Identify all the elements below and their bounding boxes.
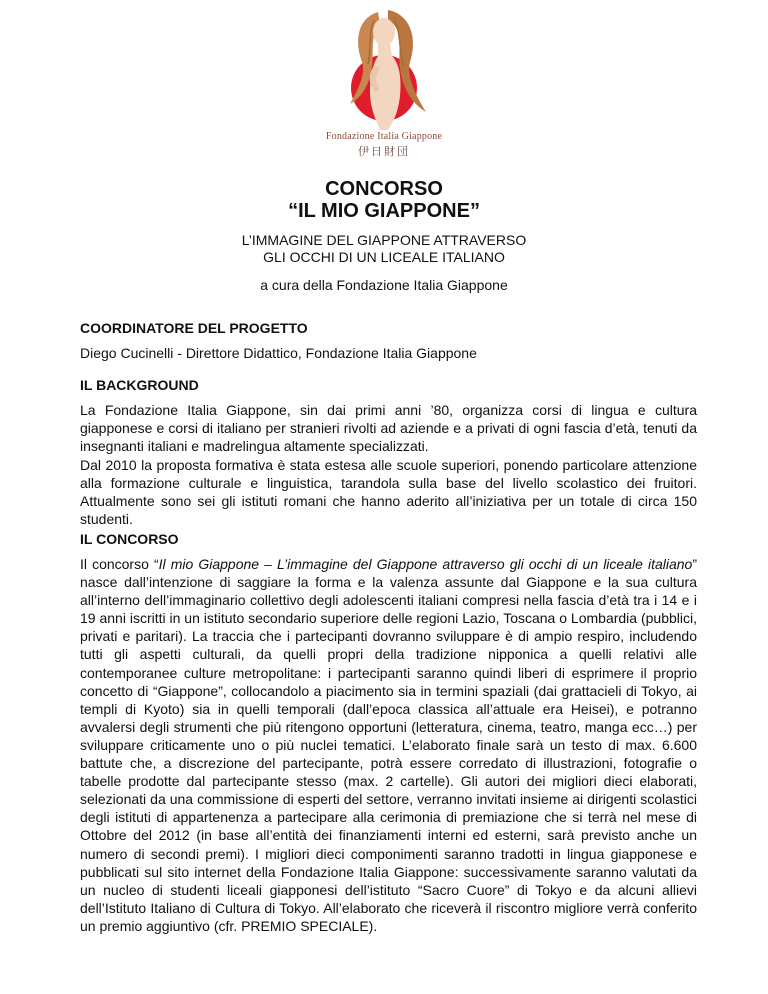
foundation-kanji: 伊日財団 xyxy=(358,145,410,158)
heading-concorso: IL CONCORSO xyxy=(80,531,179,547)
concorso-paragraph xyxy=(80,555,697,935)
concorso-title-italic: Il mio Giappone – L’immagine del Giappone attraverso gli occhi di un liceale italiano xyxy=(158,556,693,572)
foundation-name: Fondazione Italia Giappone xyxy=(325,131,443,142)
title-line-2: “IL MIO GIAPPONE” xyxy=(288,200,480,222)
subtitle-line-2: GLI OCCHI DI UN LICEALE ITALIANO xyxy=(263,249,505,265)
concorso-intro: Il concorso “ xyxy=(80,556,159,572)
curated-by: a cura della Fondazione Italia Giappone xyxy=(260,277,508,293)
heading-background: IL BACKGROUND xyxy=(80,377,199,393)
subtitle-line-1: L’IMMAGINE DEL GIAPPONE ATTRAVERSO xyxy=(241,232,527,248)
venus-red-sun-logo-icon xyxy=(318,4,450,134)
background-paragraph-2: Dal 2010 la proposta formativa è stata estesa alle scuole superiori, ponendo particolare attenzione alla formazione culturale e linguistica, tarandola sulla base del livello scolastico dei fruitori. Attualmente sono sei gli istituti romani che hanno aderito all’iniziativa per un totale di circa 150 studenti. xyxy=(80,457,697,528)
coordinatore-text: Diego Cucinelli - Direttore Didattico, Fondazione Italia Giappone xyxy=(80,345,477,361)
background-paragraph-1: La Fondazione Italia Giappone, sin dai primi anni ’80, organizza corsi di lingua e cultura giapponese e corsi di italiano per stranieri rivolti ad aziende e a privati di ogni fascia d’età, tenuti da insegnanti italiani e madrelingua altamente specializzati. xyxy=(80,402,697,455)
heading-coordinatore: COORDINATORE DEL PROGETTO xyxy=(80,320,308,336)
title-line-1: CONCORSO xyxy=(325,178,443,200)
concorso-body: ” nasce dall’intenzione di saggiare la forma e la valenza assunte dal Giappone e la sua cultura all’interno dell’immaginario collettivo degli adolescenti italiani compresi nella fascia d’età tra i 14 e i 19 anni iscritti in un istituto secondario superiore delle regioni Lazio, Toscana o Lombardia (pubblici, privati e paritari). La traccia che i partecipanti dovranno sviluppare è di ampio respiro, includendo tutti gli aspetti culturali, da quelli propri della tradizione nipponica a quelli relativi alle contemporanee culture metropolitane: i partecipanti saranno quindi liberi di esprimere il proprio concetto di “Giappone”, collocandolo a piacimento sia in termini spaziali (dai grattacieli di Tokyo, ai templi di Kyoto) sia in quelli temporali (dall’epoca classica all’attuale era Heisei), e potranno avvalersi degli strumenti che più ritengono opportuni (letteratura, cinema, teatro, manga ecc…) per sviluppare criticamente uno o più nuclei tematici. L’elaborato finale sarà un testo di max. 6.600 battute che, a discrezione del partecipante, potrà essere corredato di illustrazioni, fotografie o tabelle prodotte dal partecipante stesso (max. 2 cartelle). Gli autori dei migliori dieci elaborati, selezionati da una commissione di esperti del settore, verranno invitati insieme ai dirigenti scolastici degli istituti di appartenenza a partecipare alla cerimonia di premiazione che si terrà nel mese di Ottobre del 2012 (in base all’entità dei finanziamenti interni ed esterni, sarà previsto anche un numero di secondi premi). I migliori dieci componimenti saranno tradotti in lingua giapponese e pubblicati sul sito internet della Fondazione Italia Giappone: successivamente saranno valutati da un nucleo di studenti liceali giapponesi dell’istituto “Sacro Cuore” di Tokyo e da alcuni allievi dell’Istituto Italiano di Cultura di Tokyo. All’elaborato che riceverà il riscontro migliore verrà conferito un premio aggiuntivo (cfr. PREMIO SPECIALE). xyxy=(80,556,697,934)
